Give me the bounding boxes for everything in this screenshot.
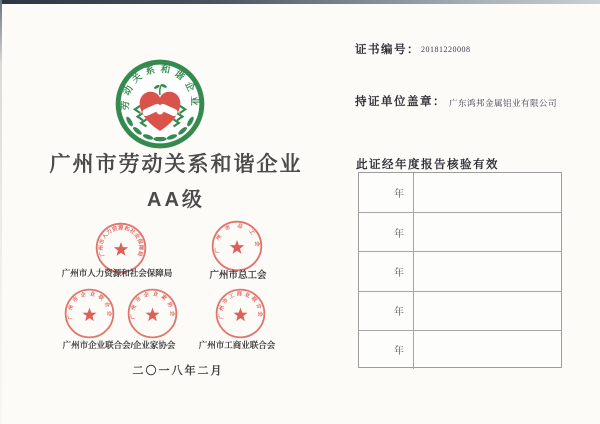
year-cell: 年 xyxy=(359,330,414,369)
year-cell: 年 xyxy=(359,212,414,251)
year-cell: 年 xyxy=(359,291,414,330)
year-cell: 年 xyxy=(359,173,414,212)
company-name: 广东鸿邦金属铝业有限公司 xyxy=(449,98,558,108)
annual-verification-note: 此证经年度报告核验有效 xyxy=(356,159,499,171)
svg-text:广州市企业家协会: 广州市企业家协会 xyxy=(130,291,175,320)
cert-number-value: 20181220008 xyxy=(421,45,471,54)
scan-top-edge xyxy=(0,0,600,4)
verification-blank-cell xyxy=(414,212,561,251)
harmony-emblem-logo xyxy=(115,59,205,149)
issuer-label-enterprise-federation: 广州市企业联合会/企业家协会 xyxy=(62,340,176,350)
seal-enterprise-federation-stamp xyxy=(63,287,116,340)
certificate-grade: AA级 xyxy=(147,189,205,211)
issuer-label-trade-union: 广州市总工会 xyxy=(209,270,267,281)
issuer-label-industry-commerce: 广州市工商业联合会 xyxy=(198,340,276,350)
svg-text:广州市企业联合会: 广州市企业联合会 xyxy=(67,291,112,320)
issuer-label-hr-bureau: 广州市人力资源和社会保障局 xyxy=(61,268,173,278)
verification-blank-cell xyxy=(414,291,561,330)
verification-blank-cell xyxy=(414,173,561,212)
verification-blank-cell xyxy=(414,251,561,290)
annual-verification-table xyxy=(358,172,562,368)
scan-left-edge xyxy=(0,0,2,424)
year-cell: 年 xyxy=(359,251,414,290)
cert-number-label: 证书编号： xyxy=(355,44,420,56)
svg-text:广州市人力资源和社会保障局: 广州市人力资源和社会保障局 xyxy=(98,225,144,258)
seal-industry-commerce-federation-stamp xyxy=(214,287,267,340)
certificate-title: 广州市劳动关系和谐企业 xyxy=(49,153,303,176)
emblem-arc-text: 劳动关系和谐企业 xyxy=(120,63,200,111)
verification-blank-cell xyxy=(414,330,561,369)
holder-stamp-label: 持证单位盖章： xyxy=(355,96,446,108)
svg-text:广州市总工会: 广州市总工会 xyxy=(214,222,260,254)
svg-text:广州市工商业联合会: 广州市工商业联合会 xyxy=(218,291,263,320)
seal-trade-union-stamp xyxy=(210,219,264,273)
seal-entrepreneurs-association-stamp xyxy=(126,287,179,340)
issue-date: 二〇一八年二月 xyxy=(132,365,224,377)
